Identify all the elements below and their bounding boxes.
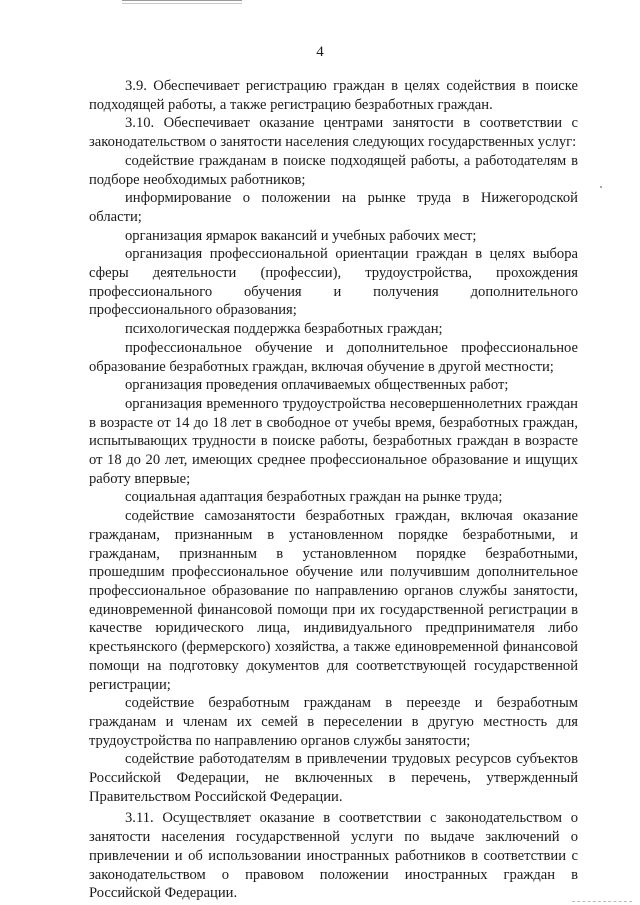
- scan-top-rule: [122, 0, 242, 4]
- document-body: [89, 77, 578, 903]
- service-item: организация ярмарок вакансий и учебных рабочих мест;: [125, 227, 477, 244]
- service-item: содействие работодателям в привлечении трудовых ресурсов субъектов Российской Федерации, не включенных в перечень, утвержденный Правительством Российской Федерации.: [89, 751, 578, 805]
- scan-speck: [600, 186, 602, 188]
- service-item: содействие безработным гражданам в переезде и безработным гражданам и членам их семей в переселении в другую местность для трудоустройства по направлению органов службы занятости;: [89, 695, 578, 749]
- paragraph-3-11: 3.11. Осуществляет оказание в соответствии с законодательством о занятости населения государственной услуги по выдаче заключений о привлечении и об использовании иностранных работников в соответствии с законодательством о правовом положении иностранных граждан в Российской Федерации.: [89, 810, 578, 902]
- scan-edge-marks: [572, 897, 632, 902]
- service-item: психологическая поддержка безработных граждан;: [125, 321, 443, 338]
- service-item: содействие самозанятости безработных граждан, включая оказание гражданам, признанным в установленном порядке безработными, и гражданам, признанным в установленном порядке безработными, прошедшим профессиональное обучение или получившим дополнительное профессиональное образование по направлению органов службы занятости, единовременной финансовой помощи при их государственной регистрации в качестве юридического лица, индивидуального предпринимателя либо крестьянского (фермерского) хозяйства, а также единовременной финансовой помощи на подготовку документов для соответствующей государственной регистрации;: [89, 508, 578, 693]
- service-item: информирование о положении на рынке труда в Нижегородской области;: [89, 190, 578, 225]
- page-number: 4: [316, 44, 324, 60]
- service-item: профессиональное обучение и дополнительное профессиональное образование безработных граждан, включая обучение в другой местности;: [89, 339, 578, 375]
- service-item: организация временного трудоустройства несовершеннолетних граждан в возрасте от 14 до 18 лет в свободное от учебы время, безработных граждан, испытывающих трудности в поиске работы, безработных граждан в возрасте от 18 до 20 лет, имеющих среднее профессиональное образование и ищущих работу впервые;: [89, 395, 578, 487]
- paragraph-3-9: 3.9. Обеспечивает регистрацию граждан в целях содействия в поиске подходящей работы, а также регистрацию безработных граждан.: [89, 78, 578, 113]
- service-item: социальная адаптация безработных граждан на рынке труда;: [125, 489, 503, 506]
- paragraph-3-10: 3.10. Обеспечивает оказание центрами занятости в соответствии с законодательством о занятости населения следующих государственных услуг:: [89, 115, 578, 151]
- service-item: содействие гражданам в поиске подходящей работы, а работодателям в подборе необходимых работников;: [89, 152, 578, 188]
- service-item: организация проведения оплачиваемых общественных работ;: [125, 377, 509, 394]
- service-item: организация профессиональной ориентации граждан в целях выбора сферы деятельности (профессии), трудоустройства, прохождения профессионального обучения и получения дополнительного профессионального образования;: [89, 246, 578, 319]
